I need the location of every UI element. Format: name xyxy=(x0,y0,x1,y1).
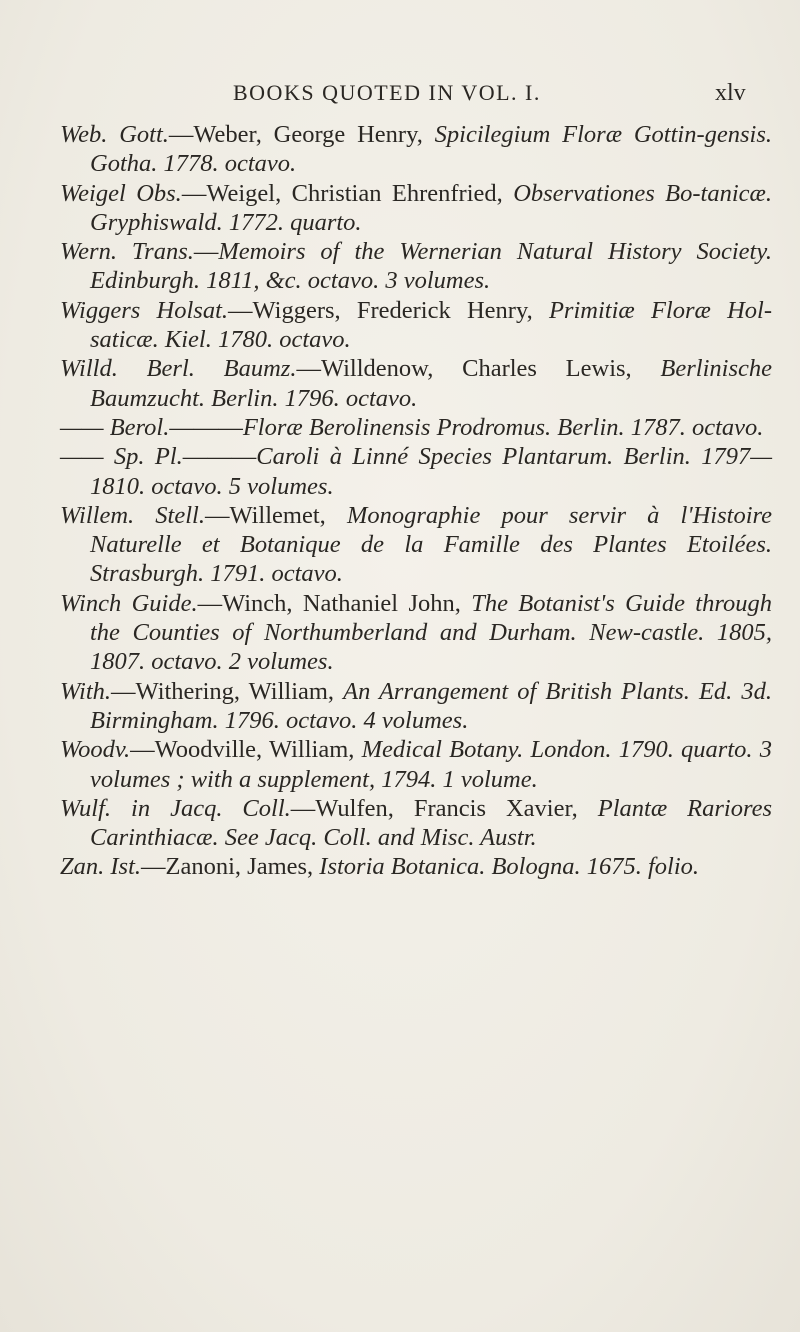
entry-title: Observationes Bo-tanicæ. Gryphiswald. 1772. quarto. xyxy=(90,179,772,236)
bibliography-entry xyxy=(60,237,772,296)
bibliography-entry xyxy=(60,354,772,413)
entry-title: Plantæ Rariores Carinthiacæ. See Jacq. Coll. and Misc. Austr. xyxy=(90,794,772,852)
entry-title: The Botanist's Guide through the Counties of Northumberland and Durham. New-castle. 1805, 1807. octavo. 2 volumes. xyxy=(90,589,772,676)
entry-title: An Arrangement of British Plants. Ed. 3d. Birmingham. 1796. octavo. 4 volumes. xyxy=(90,677,772,734)
entry-title: Istoria Botanica. Bologna. 1675. folio. xyxy=(319,853,700,881)
running-head xyxy=(0,80,800,110)
entry-abbreviation: Wern. Trans. xyxy=(60,238,194,266)
entry-author: ——— xyxy=(169,413,243,441)
bibliography-entry xyxy=(60,179,772,238)
entry-author: —Wiggers, Frederick Henry, xyxy=(228,296,549,324)
entry-abbreviation: With. xyxy=(60,677,112,705)
entry-title: Medical Botany. London. 1790. quarto. 3 volumes ; with a supplement, 1794. 1 volume. xyxy=(90,736,772,793)
entry-abbreviation: Wiggers Holsat. xyxy=(60,296,228,324)
entry-author: —Withering, William, xyxy=(111,677,344,705)
entry-title: Spicilegium Floræ Gottin-gensis. Gotha. 1778. octavo. xyxy=(90,121,772,178)
bibliography-entry xyxy=(60,296,772,355)
entry-abbreviation: Winch Guide. xyxy=(60,589,198,617)
entry-abbreviation: Wulf. in Jacq. Coll. xyxy=(60,794,291,822)
entry-abbreviation: —— Sp. Pl. xyxy=(60,443,183,471)
entry-author: ——— xyxy=(182,443,257,471)
bibliography-entry xyxy=(60,501,772,589)
entry-author: —Weigel, Christian Ehrenfried, xyxy=(181,179,514,207)
bibliography-entry xyxy=(60,677,772,736)
entry-abbreviation: —— Berol. xyxy=(60,413,170,441)
bibliography-entry xyxy=(60,442,772,501)
page-number: xlv xyxy=(715,80,746,106)
bibliography-list xyxy=(60,120,772,882)
bibliography-entry xyxy=(60,413,772,442)
entry-abbreviation: Web. Gott. xyxy=(60,121,169,148)
entry-title: Primitiæ Floræ Hol-saticæ. Kiel. 1780. octavo. xyxy=(90,296,772,354)
entry-title: Berlinische Baumzucht. Berlin. 1796. octavo. xyxy=(90,355,772,412)
entry-title: Monographie pour servir à l'Histoire Naturelle et Botanique de la Famille des Plantes Etoilées. Strasburgh. 1791. octavo. xyxy=(90,501,773,588)
entry-abbreviation: Weigel Obs. xyxy=(60,179,182,207)
entry-author: —Winch, Nathaniel John, xyxy=(197,589,472,617)
running-title: BOOKS QUOTED IN VOL. I. xyxy=(233,80,541,105)
entry-author: —Willemet, xyxy=(204,501,347,529)
entry-author: —Zanoni, James, xyxy=(141,853,320,881)
bibliography-entry xyxy=(60,852,772,881)
entry-abbreviation: Zan. Ist. xyxy=(60,853,142,881)
bibliography-entry xyxy=(60,589,772,677)
entry-title: Floræ Berolinensis Prodromus. Berlin. 1787. octavo. xyxy=(242,413,764,441)
entry-author: —Woodville, William, xyxy=(130,736,362,764)
entry-abbreviation: Willd. Berl. Baumz. xyxy=(60,355,297,383)
bibliography-entry xyxy=(60,120,772,179)
entry-abbreviation: Willem. Stell. xyxy=(60,501,205,529)
entry-author: — xyxy=(193,238,219,266)
entry-title: Caroli à Linné Species Plantarum. Berlin. 1797—1810. octavo. 5 volumes. xyxy=(90,443,773,500)
entry-title: Memoirs of the Wernerian Natural History Society. Edinburgh. 1811, &c. octavo. 3 volumes. xyxy=(90,238,772,295)
entry-author: —Wulfen, Francis Xavier, xyxy=(290,794,598,822)
entry-author: —Weber, George Henry, xyxy=(168,121,435,148)
entry-abbreviation: Woodv. xyxy=(60,736,131,764)
bibliography-entry xyxy=(60,794,772,853)
entry-author: —Willdenow, Charles Lewis, xyxy=(296,355,661,383)
bibliography-entry xyxy=(60,735,772,794)
